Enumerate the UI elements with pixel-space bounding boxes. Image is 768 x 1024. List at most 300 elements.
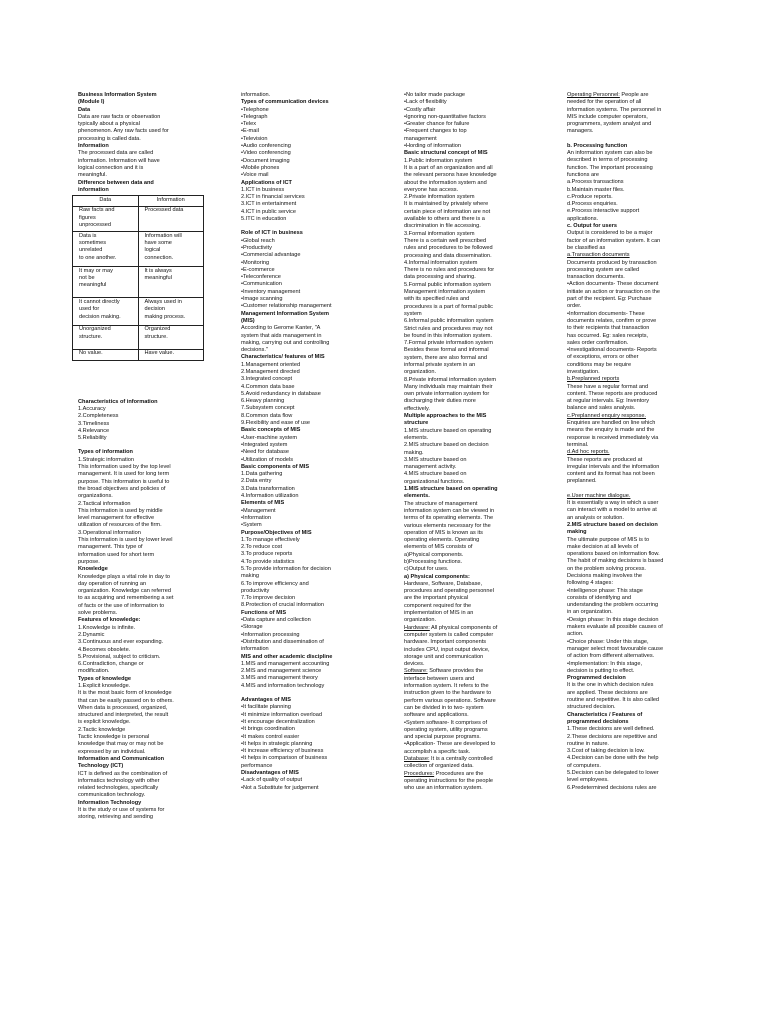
text-line: •Not a Substitute for judgement [241,784,319,791]
text-line: transaction documents. [567,274,625,281]
cell-line: Raw facts and [79,207,115,214]
information-cell [138,349,204,360]
section-heading: Information Technology [78,799,142,806]
text-line: available to others and there is a [404,216,485,223]
column-4 [567,92,691,792]
text-line: 4.MIS structure based on [404,471,467,478]
text-line: 1.MIS structure based on operating [404,427,492,434]
text-line: terms of its operating elements. The [404,515,494,522]
section-heading: Programmed decision [567,675,626,682]
text-line: of action from different alternatives. [567,653,655,660]
section-heading: MIS and other academic discipline [241,653,333,660]
text-line-rest: It is a centrally controlled [429,756,493,763]
section-heading: (MIS) [241,317,255,324]
text-line: It is the one in which decision rules [567,682,654,689]
text-line: 8.Protection of crucial information [241,602,325,609]
text-line: consists of identifying and [567,594,632,601]
text-line: structured decision. [567,704,616,711]
text-line: •Voice mail [241,172,269,179]
text-line: •Frequent changes to top [404,128,467,135]
text-line: 3.Data transformation [241,485,295,492]
underlined-term: Database: [404,756,430,763]
text-line: about the information system and [404,179,487,186]
text-line: investigation. [567,368,600,375]
text-line: management. This type of [78,544,143,551]
text-line: terminal. [567,441,589,448]
text-line: 5.To provide information for decision [241,566,331,572]
text-line: •Teleconference [241,274,281,281]
text-line: collection of organized data. [404,763,474,770]
text-line: •Data capture and collection [241,617,311,624]
text-line: system [404,310,422,317]
text-line: 2.MIS and management science [241,668,322,675]
text-line: There is a certain well prescribed [404,237,487,244]
text-line: organizations. [78,493,113,500]
text-line: •Global reach [241,237,275,244]
text-line: response is received immediately via [567,434,659,441]
text-line [567,413,691,420]
text-line: •Design phase: In this stage decision [567,616,659,623]
text-line: needed for the operation of all [567,99,642,106]
section-heading: making [567,529,587,536]
cell-line: logical [144,247,161,254]
text-line: •Image scanning [241,296,283,303]
text-line: •Video conferencing [241,150,291,157]
section-heading: 1.MIS structure based on operating [404,486,498,493]
text-line: 3.ICT in entertainment [241,201,297,208]
text-line: •Productivity [241,244,272,251]
text-line: Knowledge plays a vital role in day to [78,573,171,580]
text-line: action. [567,631,584,638]
cell-line: unrelated [79,247,103,254]
text-line: 4.Relevance [78,427,110,434]
cell-line: It is always [144,267,172,274]
text-line: It is maintained by privately where [404,201,489,208]
text-line: be found in this information system. [404,332,492,339]
text-line: 1.To manage effectively [241,536,300,543]
text-line: includes CPU, input output device, [404,646,490,653]
section-heading: Applications of ICT [241,179,292,186]
data-cell [73,267,139,298]
text-line [567,493,691,500]
text-line: •It helps in comparison of business [241,755,328,762]
text-line: can interact with a model to arrive at [567,507,657,514]
text-line: •It helps in strategic planning [241,740,313,747]
text-line: 7.Formal private information system [404,340,493,347]
text-line: •It minimize information overload [241,711,322,718]
section-heading: Difference between data and [78,179,154,186]
text-line: 2.Management directed [241,368,300,375]
text-line: •Management [241,507,276,514]
cell-line: structure. [144,333,168,340]
text-line: function. The important processing [567,164,653,171]
text-line: make decision at all levels of [567,543,639,550]
column-1 [78,92,202,822]
section-heading: Technology (ICT) [78,763,124,770]
text-line: 3.MIS and management theory [241,675,318,682]
text-line: operating elements. Operating [404,537,480,544]
text-line: procedures and operating personnel [404,588,494,595]
text-line: •Information [241,514,271,521]
text-line: perform various operations. Software [404,697,496,704]
information-cell [138,232,204,267]
text-line: •Monitoring [241,259,270,266]
text-line: e.Process interactive support [567,208,640,215]
text-line: modification. [78,668,110,675]
text-line-rest: Procedures are the [434,770,484,777]
text-line: data processing and sharing. [404,274,476,281]
text-line: b.Maintain master files. [567,186,625,193]
text-line: with its specified rules and [404,296,470,303]
text-line: utilization of resources of the firm. [78,522,162,529]
text-line: productivity [241,587,270,594]
text-line: discharging their duties more [404,398,476,405]
text-line: who use an information system. [404,785,483,792]
cell-line: decision making. [79,313,121,320]
text-line: information used for short term [78,551,155,558]
text-line: typically about a physical [78,121,140,128]
section-heading: (Module I) [78,99,105,106]
text-line: •Inventory management [241,288,301,295]
text-line: organization. [404,369,437,376]
text-line: phenomenon. Any raw facts used for [78,128,169,135]
text-line: system, there are also formal and [404,354,488,361]
text-line: decisions." [241,347,268,354]
underlined-term: Software: [404,668,428,675]
text-line: management [404,135,437,142]
section-heading: Features of knowledge: [78,617,141,624]
text-line: procedures is a part of formal public [404,303,493,310]
cell-line: not be [79,274,95,281]
section-heading: Characteristics of information [78,398,158,405]
text-line: the relevant persons have knowledge [404,172,497,179]
text-line: operations based on information flow. [567,551,660,558]
text-line: •Audio conferencing [241,143,291,150]
text-line: •Telex [241,121,257,128]
text-line: 5.Formal public information system [404,281,491,288]
text-line: routine in nature. [567,740,609,747]
text-line: c.Produce reports. [567,193,613,200]
text-line: •It facilitate planning [241,704,291,711]
text-line: related technologies, specifically [78,785,159,792]
section-heading: 2.MIS structure based on decision [567,521,658,528]
text-line: factor of an information system. It can [567,237,661,244]
section-heading: Basic concepts of MIS [241,427,301,434]
column-3 [404,92,528,793]
text-line: functions are [567,171,600,178]
section-heading: Multiple approaches to the MIS [404,413,487,420]
cell-line: It may or may [79,267,113,274]
text-line: •Investigational documents- Reports [567,347,657,354]
text-line: instruction given to the hardware to [404,690,492,697]
text-line: computer system is called computer [404,631,494,638]
text-line: •Integrated system [241,441,288,448]
text-line: 7.To improve decision [241,595,296,602]
text-line: irregular intervals and the information [567,463,660,470]
information-cell [138,298,204,325]
text-line: Strict rules and procedures may not [404,325,493,332]
table-row [73,206,204,231]
text-line: elements of MIS consists of [404,544,473,551]
section-heading: Types of knowledge [78,675,132,682]
text-line: Output is considered to be a major [567,230,653,237]
text-line: 1.Management oriented [241,361,301,368]
text-line: 2.These decisions are repetitive and [567,733,657,740]
text-line: 1.Public information system [404,157,473,164]
cell-line: Unorganized [79,326,111,333]
section-heading: Elements of MIS [241,500,285,507]
text-line: •Choice phase: Under this stage, [567,638,649,645]
text-line: described in terms of processing [567,157,648,164]
text-line: 6.To improve efficiency and [241,580,309,587]
text-line: •Television [241,135,268,142]
text-line: 3.Timeliness [78,420,110,427]
text-line: •Application- These are developed to [404,741,496,748]
section-heading: Types of communication devices [241,99,329,106]
table-row [73,349,204,360]
text-line: This information used by the top level [78,464,171,471]
text-line: b)Processing functions. [404,559,463,565]
section-heading: a) Physical components: [404,573,470,580]
section-heading: Data [78,106,91,113]
table-header-cell: Data [73,196,139,207]
text-line: day operation of running an [78,580,147,587]
underlined-term: Operating Personnel: [567,92,620,98]
text-line: •No tailor made package [404,92,466,98]
text-line: 4.To provide statistics [241,558,295,565]
text-line: everyone has access. [404,186,459,193]
text-line: •E-commerce [241,266,275,273]
text-line: rules and procedures to be followed [404,245,493,252]
spacer [567,136,691,143]
section-heading: Functions of MIS [241,609,287,616]
text-line [404,771,528,778]
text-line: 3.MIS structure based on [404,456,467,463]
text-line: managers. [567,128,594,135]
text-line: •Distribution and dissemination of [241,638,324,645]
section-heading: Information and Communication [78,755,165,762]
text-line [567,449,691,456]
text-line: •Lack of quality of output [241,777,303,784]
text-line: 7.Subsystem concept [241,405,295,412]
text-line: are the important physical [404,595,469,602]
table-row [73,232,204,267]
text-line: to as acquiring and remembering a set [78,595,174,602]
text-line: •Customer relationship management [241,303,332,310]
spacer [241,690,365,697]
text-line: These have a regular format and [567,383,649,390]
text-line: 2.Dynamic [78,631,105,638]
section-heading: Role of ICT in business [241,230,303,237]
text-line: Besides these formal and informal [404,347,489,354]
text-line: 6.Informal public information system [404,318,494,325]
text-line: •It increase efficiency of business [241,748,324,755]
text-line: •It makes control easier [241,733,300,740]
text-line: processing is called data. [78,135,141,142]
table-header-cell: Information [138,196,204,207]
text-line: 4.MIS and information technology [241,682,325,689]
text-line: processing system are called [567,266,640,273]
section-heading: Characteristics/ features of MIS [241,354,325,361]
text-line: Hardware, Software, Database, [404,580,483,587]
spacer [567,486,691,493]
text-line: •Information documents- These [567,310,645,317]
text-line: level management for effective [78,515,155,522]
data-cell [73,349,139,360]
text-line: ICT is defined as the combination of [78,770,168,777]
text-line: •It encourage decentralization [241,718,315,725]
section-heading: programmed decisions [567,718,629,725]
text-line: at regular intervals. Eg: Inventory [567,398,650,405]
text-line: part of the recipient. Eg: Purchase [567,296,652,303]
section-heading: Basic structural concept of MIS [404,150,488,157]
text-line: information. [241,92,271,98]
text-line: of computers. [567,762,601,769]
text-line: There is no rules and procedures for [404,267,495,274]
text-line: a.Process transactions [567,179,624,186]
text-line: 1.MIS and management accounting [241,660,330,667]
text-line: 4.Informal information system [404,259,478,266]
section-heading: Management Information System [241,310,329,317]
data-cell [73,232,139,267]
text-line: system that aids management in [241,332,322,339]
text-line: making, carrying out and controlling [241,339,330,346]
cell-line: sometimes [79,240,107,247]
text-line: and special purpose programs. [404,734,481,741]
text-line: devices. [404,661,425,668]
text-line: conditions may be require [567,361,632,368]
column-1-body [78,399,202,822]
text-line [404,668,528,675]
text-line: that can be easily passed on to others. [78,697,174,704]
underlined-term: Procedures: [404,770,435,777]
text-line: purpose. This information is useful to [78,478,170,485]
text-line: 8.Common data flow [241,412,293,419]
text-line: It is the study or use of systems for [78,807,165,814]
text-line: discrimination in file accessing. [404,223,481,230]
text-line: •Telephone [241,106,269,113]
text-line: •Intelligence phase: This stage [567,587,643,594]
text-line: of facts or the use of information to [78,602,165,609]
information-cell [138,325,204,349]
text-line: 4.Decision can be done with the help [567,755,659,762]
text-line: 8.Private informal information system [404,376,497,383]
text-line [567,252,691,259]
text-line: information. Information will have [78,157,160,164]
text-line: 2.Completeness [78,413,119,420]
underlined-term: d.Ad hoc reports. [567,449,610,456]
text-line: purpose. [78,558,100,565]
cell-line: It cannot directly [79,298,120,305]
text-line: effectively. [404,405,430,412]
text-line: 5.ITC in education [241,216,287,223]
cell-line: No value. [79,350,103,357]
text-line: 9.Flexibility and ease of use [241,420,311,427]
text-line: 1.Data gathering [241,471,283,478]
text-line: information systems. The personnel in [567,106,662,113]
cell-line: structure. [79,333,103,340]
data-cell [73,325,139,349]
text-line: solve problems. [78,610,118,617]
text-line: •System software- It comprises of [404,719,488,726]
cell-line: Data is [79,232,97,239]
text-line: Many individuals may maintain their [404,383,493,390]
text-line: 1.Knowledge is infinite. [78,624,136,631]
text-line: applications. [567,215,599,222]
text-line: It is a part of an organization and all [404,164,493,171]
text-line: Management information system [404,289,486,296]
underlined-term: e.User machine dialogue. [567,492,631,499]
section-heading: Information [78,143,109,150]
text-line: of exceptions, errors or other [567,354,639,361]
text-line: Data are raw facts or observation [78,113,161,120]
text-line: 5.Decision can be delegated to lower [567,770,659,777]
text-line: information [241,646,269,653]
text-line: preplanned. [567,478,597,485]
text-line: knowledge that may or may not be [78,741,164,748]
text-line: organization. [404,617,437,624]
section-heading: Types of information [78,449,133,456]
text-line: be classified as [567,244,606,251]
underlined-term: c.Preplanned enquiry response. [567,412,646,419]
data-cell [73,206,139,231]
text-line: d.Process enquiries. [567,201,618,208]
text-line: When data is processed, organized, [78,704,168,711]
text-line: software and applications. [404,712,469,719]
spacer [78,442,202,449]
section-heading: Knowledge [78,566,108,573]
text-line: 1.Accuracy [78,406,106,412]
text-line: is explicit knowledge. [78,719,131,726]
text-line: information system can be viewed in [404,507,495,514]
text-line: 4.Common data base [241,383,295,390]
cell-line: decision [144,306,166,313]
text-line: informatics technology with other [78,777,160,784]
table-row [73,325,204,349]
text-line: an analysis or solution. [567,514,624,521]
text-line-rest: Software provides the [427,668,484,675]
text-line: •Implementation: In this stage, [567,660,643,667]
data-cell [73,298,139,325]
cell-line: Processed data [144,207,184,214]
text-line: These reports are produced at [567,456,643,463]
text-line: •E-mail [241,128,259,135]
text-line: has occurred. Eg: sales receipts, [567,332,649,339]
spacer [241,223,365,230]
text-line: 5.Reliability [78,435,107,442]
text-line: operating system, utility programs [404,726,488,733]
text-line: operating instructions for the people [404,777,493,784]
text-line: 6.Predetermined decisions rules are [567,784,657,791]
text-line: The habit of making decisions is based [567,558,664,565]
section-heading: Characteristics / Features of [567,711,643,718]
text-line: communication technology. [78,792,146,799]
text-line: expressed by an individual. [78,748,146,755]
information-cell [138,206,204,231]
text-line: a)Physical components. [404,551,464,558]
text-line: MIS include computer operators, [567,113,648,120]
text-line: 2.To reduce cost [241,544,283,551]
text-line: 4.Becomes obsolete. [78,646,131,653]
section-heading: Basic components of MIS [241,463,310,470]
section-heading: elements. [404,493,430,500]
text-line [404,756,528,763]
cell-line: to one another. [79,254,117,261]
text-line: 3.Integrated concept [241,376,293,383]
text-line: balance and sales analysis. [567,405,636,412]
text-line-rest: All physical components of [429,624,498,631]
text-line: means the enquiry is made and the [567,427,655,434]
